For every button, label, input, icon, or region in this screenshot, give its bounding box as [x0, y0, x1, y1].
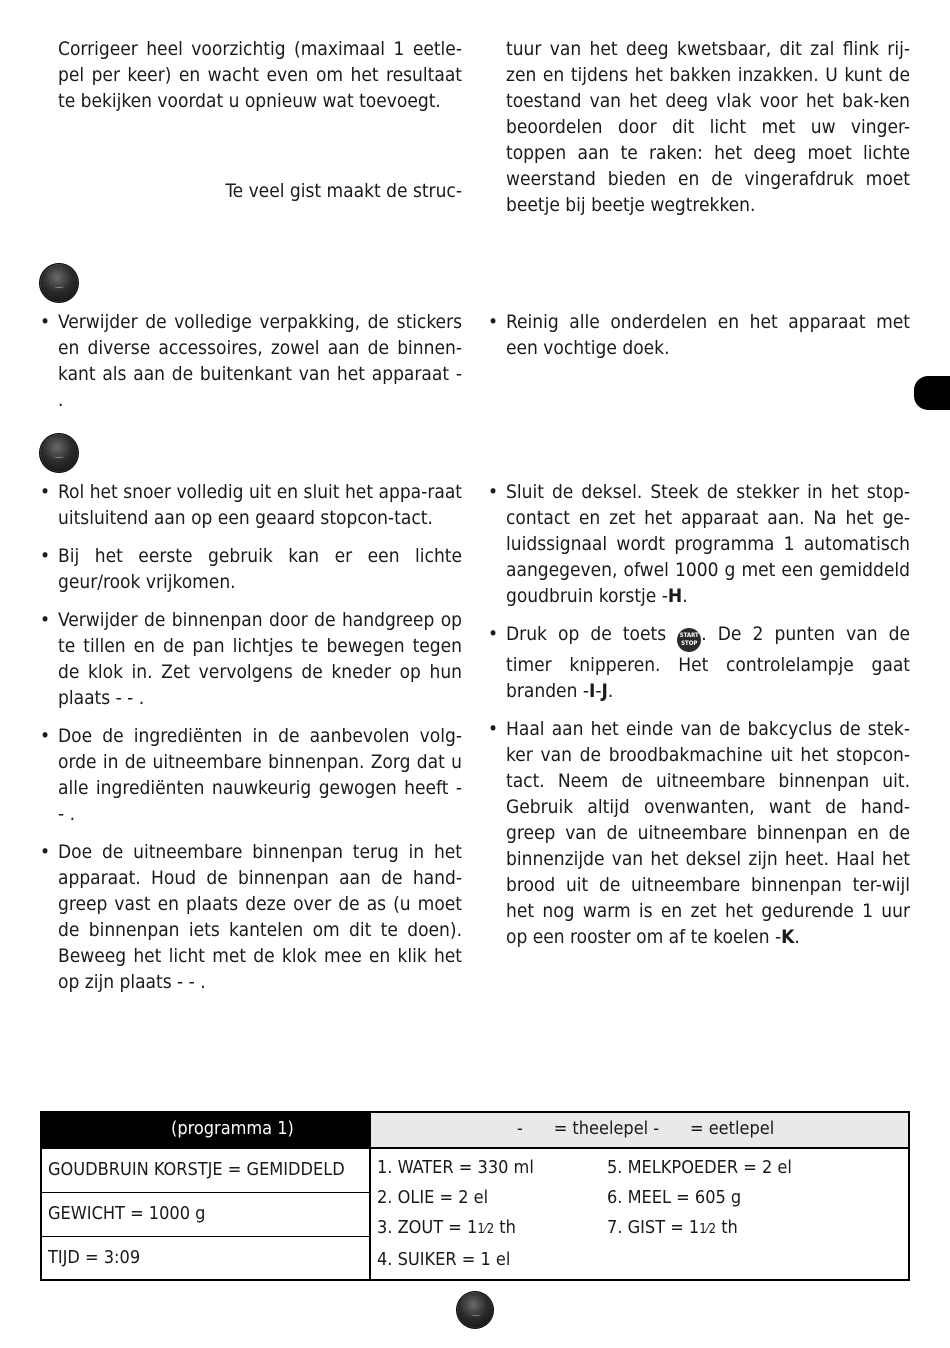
ingredient-3 — [377, 1213, 534, 1245]
ingredient-6: 6. MEEL = 605 g — [607, 1187, 742, 1208]
ingredient-5: 5. MELKPOEDER = 2 el — [607, 1157, 792, 1178]
ingredient-3-unit: th — [494, 1217, 516, 1238]
ingredient-2: 2. OLIE = 2 el — [377, 1187, 489, 1208]
figure-sep: - — [595, 680, 602, 702]
section2-bullet-3: • Verwijder de binnenpan door de handgreep op te tillen en de pan lichtjes te bewegen tegen de klok in. Zet vervolgens de kneder op hun plaats - - . — [40, 607, 462, 711]
ingredient-7 — [607, 1213, 792, 1245]
top-left-tail: Te veel gist maakt de struc- — [225, 180, 462, 202]
settings-rows — [42, 1149, 369, 1279]
table-row-weight: GEWICHT = 1000 g — [42, 1193, 369, 1237]
ingredients-list-2 — [607, 1153, 792, 1245]
ingredient-3-text: 3. ZOUT = 1 — [377, 1217, 478, 1238]
bullet-text: Druk op de toets — [506, 623, 667, 645]
section2-right-bullet-3: • Haal aan het einde van de bakcyclus de stek-ker van de broodbakmachine uit het stopcon-tact. Neem de uitneembare binnenpan uit. Gebruik altijd ovenwanten, want de hand-greep van de uitneembare binnenpan en de binnenzijde van het deksel zijn heet. Haal het brood uit de uitneembare binnenpan ter-wijl het nog warm is en zet het gedurende 1 uur op een rooster om af te koelen -K. — [488, 716, 910, 950]
start-label: START — [679, 632, 699, 639]
program-label: (programma 1) — [171, 1118, 294, 1139]
section2-left-column — [40, 479, 462, 995]
ingredient-1: 1. WATER = 330 ml — [377, 1157, 534, 1178]
section1-left-column — [40, 309, 462, 413]
chapter-tab-marker — [914, 376, 950, 410]
section2-bullet-4: • Doe de ingrediënten in de aanbevolen volg-orde in de uitneembare binnenpan. Zorg dat u alle ingrediënten nauwkeurig gewogen heeft - - . — [40, 723, 462, 827]
stop-label: STOP — [681, 640, 698, 647]
page-marker-icon — [457, 1292, 493, 1328]
ingredient-3-fraction: 1⁄2 — [477, 1222, 495, 1237]
section2-right-bullet-1: • Sluit de deksel. Steek de stekker in het stop-contact en zet het apparaat aan. Na het ge-luidssignaal wordt programma 1 automatisch aangegeven, ofwel 1000 g met een gemiddeld goudbruin korstje -H. — [488, 479, 910, 609]
ingredient-4: 4. SUIKER = 1 el — [377, 1249, 511, 1270]
ingredient-7-fraction: 1⁄2 — [699, 1222, 717, 1237]
section1-right-column — [488, 309, 910, 361]
top-right-paragraph: tuur van het deeg kwetsbaar, dit zal flink rij-zen en tijdens het bakken inzakken. U kunt de toestand van het deeg vlak voor het bak-ken beoordelen door dit licht met uw vinger-toppen aan te raken: het deeg moet lichte weerstand bieden en de vingerafdruk moet beetje bij beetje wegtrekken. — [506, 38, 910, 216]
table-header-legend — [369, 1113, 908, 1149]
bullet-text: Sluit de deksel. Steek de stekker in het stop-contact en zet het apparaat aan. Na het ge-luidssignaal wordt programma 1 automatisch aangegeven, ofwel 1000 g met een gemiddeld goudbruin korstje - — [506, 481, 910, 607]
section2-bullet-2: • Bij het eerste gebruik kan er een lichte geur/rook vrijkomen. — [40, 543, 462, 595]
ingredients-cell — [369, 1149, 908, 1279]
ingredients-list-1 — [377, 1153, 534, 1275]
section1-right-bullet: • Reinig alle onderdelen en het apparaat met een vochtige doek. — [488, 309, 910, 361]
table-header-program — [42, 1113, 369, 1149]
bullet-text-cont: . De 2 punten van de timer knipperen. Het controlelampje gaat branden - — [506, 623, 911, 702]
section2-right-column — [488, 479, 910, 950]
legend-label: - = theelepel - = eetlepel — [517, 1118, 775, 1139]
top-left-paragraph: Corrigeer heel voorzichtig (maximaal 1 eetle-pel per keer) en wacht even om het resultaat te bekijken voordat u opnieuw wat toevoegt. — [58, 38, 462, 112]
figure-ref: K — [781, 926, 795, 948]
top-right-column — [488, 36, 910, 218]
table-row-crust: GOUDBRUIN KORSTJE = GEMIDDELD — [42, 1149, 369, 1193]
table-row-time: TIJD = 3:09 — [48, 1247, 141, 1268]
figure-ref: H — [667, 585, 683, 607]
recipe-table — [40, 1111, 910, 1281]
figure-ref: I — [589, 680, 596, 702]
start-stop-button-icon — [677, 628, 701, 652]
ingredient-7-text: 7. GIST = 1 — [607, 1217, 700, 1238]
top-left-column — [40, 36, 462, 204]
section-marker-2-icon — [40, 434, 78, 472]
section-marker-1-icon — [40, 264, 78, 302]
section1-bullet: • Verwijder de volledige verpakking, de stickers en diverse accessoires, zowel aan de binnen-kant als aan de buitenkant van het apparaat - . — [40, 309, 462, 413]
ingredient-7-unit: th — [716, 1217, 738, 1238]
figure-ref: J — [601, 680, 608, 702]
section2-bullet-1: • Rol het snoer volledig uit en sluit het appa-raat uitsluitend aan op een geaard stopcon-tact. — [40, 479, 462, 531]
bullet-text: Haal aan het einde van de bakcyclus de stek-ker van de broodbakmachine uit het stopcon-tact. Neem de uitneembare binnenpan uit. Gebruik altijd ovenwanten, want de hand-greep van de uitneembare binnenpan en de binnenzijde van het deksel zijn heet. Haal het brood uit de uitneembare binnenpan ter-wijl het nog warm is en zet het gedurende 1 uur op een rooster om af te koelen - — [506, 718, 910, 948]
section2-right-bullet-2: • Druk op de toets START STOP . De 2 punten van de timer knipperen. Het controlelampje gaat branden -I-J. — [488, 621, 910, 704]
section2-bullet-5: • Doe de uitneembare binnenpan terug in het apparaat. Houd de binnenpan aan de hand-greep vast en plaats deze over de as (u moet de binnenpan iets kantelen om dit te doen). Beweeg het licht met de klok mee en klik het op zijn plaats - - . — [40, 839, 462, 995]
